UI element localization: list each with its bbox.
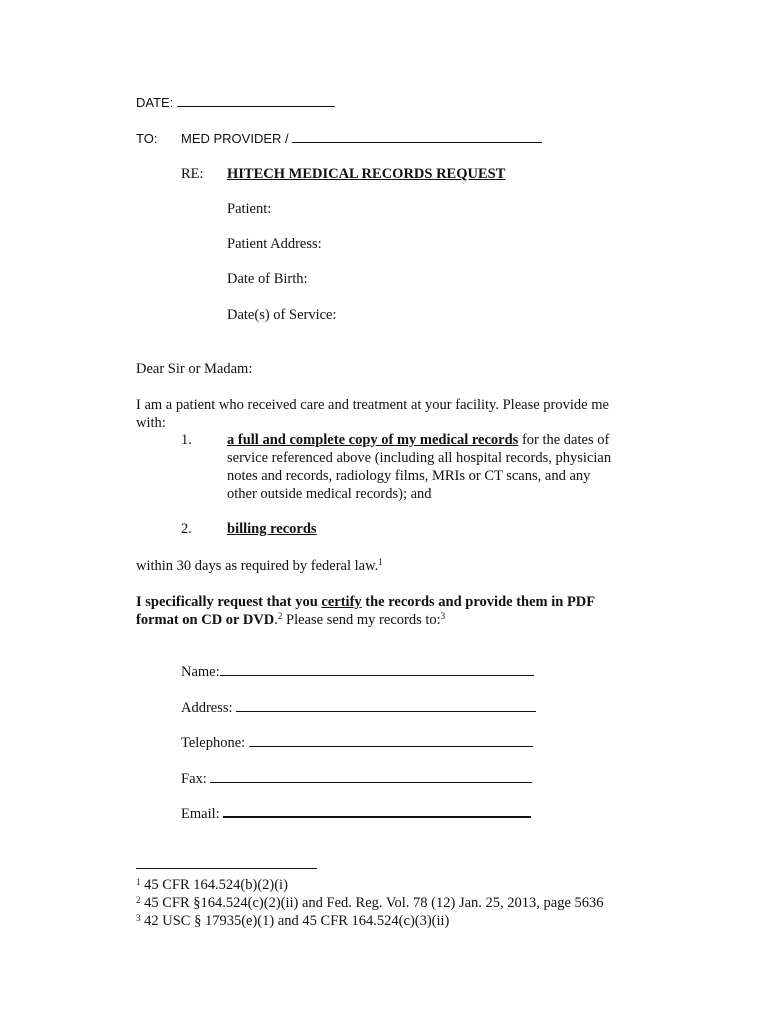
certify-part-2: the records and provide them in PDF xyxy=(361,594,596,610)
item-1-rest: for the dates of xyxy=(518,432,610,448)
item-2-bold: billing records xyxy=(227,521,317,537)
footnote-ref-1: 1 xyxy=(378,557,383,567)
telephone-label: Telephone: xyxy=(181,735,246,751)
certify-part-1: I specifically request that you xyxy=(136,594,322,610)
email-blank[interactable] xyxy=(223,816,531,818)
item-2-number: 2. xyxy=(181,521,192,537)
re-label: RE: xyxy=(181,166,204,182)
footnote-1-text: 45 CFR 164.524(b)(2)(i) xyxy=(140,877,288,893)
telephone-blank[interactable] xyxy=(249,746,533,747)
date-label: DATE: xyxy=(136,95,174,110)
provider-blank[interactable] xyxy=(292,142,542,143)
footnote-1 xyxy=(136,877,288,894)
item-1-line-1 xyxy=(227,431,609,449)
certify-part-4: Please send my records to: xyxy=(282,612,441,628)
salutation: Dear Sir or Madam: xyxy=(136,361,253,377)
within-line xyxy=(136,557,383,575)
address-label: Address: xyxy=(181,700,233,716)
dates-of-service-label: Date(s) of Service: xyxy=(227,307,337,323)
intro-line-1: I am a patient who received care and treatment at your facility. Please provide me xyxy=(136,397,609,413)
item-1-line-4: other outside medical records); and xyxy=(227,486,432,502)
footnote-3 xyxy=(136,913,449,930)
footnote-2-number: 2 xyxy=(136,895,141,905)
telephone-field xyxy=(181,735,533,752)
email-field xyxy=(181,806,531,823)
name-field xyxy=(181,664,534,681)
footnote-ref-2: 2 xyxy=(277,611,283,621)
fax-label: Fax: xyxy=(181,771,207,787)
item-1-line-2: service referenced above (including all hospital records, physician xyxy=(227,450,612,466)
date-of-birth-label: Date of Birth: xyxy=(227,271,308,287)
address-blank[interactable] xyxy=(236,711,536,712)
to-field xyxy=(181,131,542,146)
intro-line-2: with: xyxy=(136,415,166,431)
within-text: within 30 days as required by federal law. xyxy=(136,558,379,574)
footnote-1-number: 1 xyxy=(136,877,141,887)
fax-blank[interactable] xyxy=(210,782,532,783)
email-label: Email: xyxy=(181,806,220,822)
name-label: Name: xyxy=(181,664,220,680)
fax-field xyxy=(181,771,532,788)
item-1-line-3: notes and records, radiology films, MRIs or CT scans, and any xyxy=(227,468,591,484)
to-label: TO: xyxy=(136,131,158,146)
certify-line-2: format on CD or DVD.$^2$ Please send my records to:$^3$ xyxy=(136,611,446,628)
footnote-separator xyxy=(136,868,317,869)
footnote-2-text: 45 CFR §164.524(c)(2)(ii) and Fed. Reg. Vol. 78 (12) Jan. 25, 2013, page 5636 xyxy=(140,895,604,911)
certify-word: certify xyxy=(321,594,362,610)
footnote-3-number: 3 xyxy=(136,913,141,923)
name-blank[interactable] xyxy=(220,675,534,676)
patient-address-label: Patient Address: xyxy=(227,236,322,252)
patient-label: Patient: xyxy=(227,201,272,217)
item-1-bold: a full and complete copy of my medical records xyxy=(227,432,519,448)
certify-part-3: format on CD or DVD xyxy=(136,612,275,628)
footnote-2 xyxy=(136,895,604,912)
footnote-ref-3: 3 xyxy=(440,611,446,621)
to-value: MED PROVIDER / xyxy=(181,131,289,146)
re-title: HITECH MEDICAL RECORDS REQUEST xyxy=(227,166,506,182)
certify-line-1 xyxy=(136,593,595,611)
date-field xyxy=(136,95,335,110)
address-field xyxy=(181,700,536,717)
item-1-number: 1. xyxy=(181,432,192,448)
footnote-3-text: 42 USC § 17935(e)(1) and 45 CFR 164.524(c)(3)(ii) xyxy=(140,913,450,929)
date-blank[interactable] xyxy=(177,106,335,107)
